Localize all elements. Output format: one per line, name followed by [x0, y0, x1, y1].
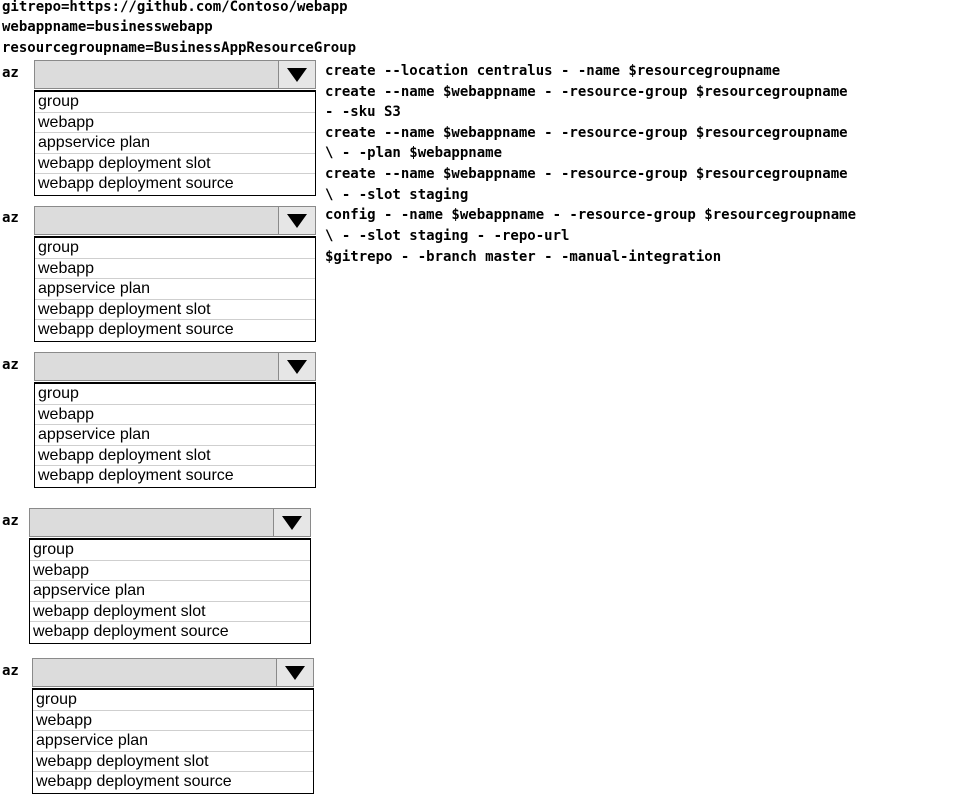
az-label-3: az	[2, 357, 19, 373]
option-webapp-deployment-slot[interactable]: webapp deployment slot	[30, 602, 310, 623]
command-dropdown-3[interactable]	[34, 352, 316, 488]
az-label-5: az	[2, 663, 19, 679]
option-webapp-deployment-source[interactable]: webapp deployment source	[33, 623, 229, 640]
chevron-down-icon	[285, 666, 305, 680]
option-group[interactable]: group	[35, 384, 315, 405]
dropdown-select-box[interactable]	[34, 206, 316, 235]
option-webapp-deployment-slot[interactable]: webapp deployment slot	[35, 154, 315, 175]
dropdown-toggle-button[interactable]	[276, 659, 313, 686]
command-dropdown-4[interactable]	[29, 508, 311, 644]
option-group[interactable]: group	[30, 540, 310, 561]
option-appservice-plan[interactable]: appservice plan	[30, 581, 310, 602]
command-dropdown-2[interactable]	[34, 206, 316, 342]
var-gitrepo: gitrepo=https://github.com/Contoso/webapp	[2, 0, 348, 15]
chevron-down-icon	[287, 360, 307, 374]
option-appservice-plan[interactable]: appservice plan	[33, 731, 313, 752]
option-group[interactable]: group	[35, 238, 315, 259]
var-webappname: webappname=businesswebapp	[2, 19, 213, 35]
chevron-down-icon	[282, 516, 302, 530]
dropdown-toggle-button[interactable]	[278, 61, 315, 88]
chevron-down-icon	[287, 68, 307, 82]
command-line-10: $gitrepo - -branch master - -manual-integration	[325, 249, 722, 265]
option-appservice-plan[interactable]: appservice plan	[35, 133, 315, 154]
dropdown-options-list	[34, 236, 316, 342]
option-appservice-plan[interactable]: appservice plan	[35, 425, 315, 446]
command-dropdown-1[interactable]	[34, 60, 316, 196]
option-webapp-deployment-source[interactable]: webapp deployment source	[38, 175, 234, 192]
dropdown-toggle-button[interactable]	[278, 353, 315, 380]
dropdown-options-list	[34, 382, 316, 488]
var-resourcegroupname: resourcegroupname=BusinessAppResourceGroup	[2, 40, 357, 56]
command-line-5: \ - -plan $webappname	[325, 145, 503, 161]
option-appservice-plan[interactable]: appservice plan	[35, 279, 315, 300]
command-line-8: config - -name $webappname - -resource-group $resourcegroupname	[325, 207, 857, 223]
option-webapp-deployment-source[interactable]: webapp deployment source	[36, 773, 232, 790]
dropdown-toggle-button[interactable]	[278, 207, 315, 234]
command-line-1: create --location centralus - -name $resourcegroupname	[325, 63, 781, 79]
option-webapp-deployment-source[interactable]: webapp deployment source	[38, 467, 234, 484]
option-webapp-deployment-slot[interactable]: webapp deployment slot	[35, 446, 315, 467]
command-line-4: create --name $webappname - -resource-group $resourcegroupname	[325, 125, 848, 141]
command-line-2: create --name $webappname - -resource-group $resourcegroupname	[325, 84, 848, 100]
command-line-6: create --name $webappname - -resource-group $resourcegroupname	[325, 166, 848, 182]
az-label-4: az	[2, 513, 19, 529]
option-group[interactable]: group	[35, 92, 315, 113]
command-line-3: - -sku S3	[325, 104, 401, 120]
option-webapp-deployment-source[interactable]: webapp deployment source	[38, 321, 234, 338]
command-line-9: \ - -slot staging - -repo-url	[325, 228, 570, 244]
option-group[interactable]: group	[33, 690, 313, 711]
option-webapp[interactable]: webapp	[30, 561, 310, 582]
dropdown-options-list	[32, 688, 314, 794]
dropdown-options-list	[29, 538, 311, 644]
option-webapp-deployment-slot[interactable]: webapp deployment slot	[35, 300, 315, 321]
command-dropdown-5[interactable]	[32, 658, 314, 794]
command-line-7: \ - -slot staging	[325, 187, 469, 203]
dropdown-select-box[interactable]	[34, 60, 316, 89]
chevron-down-icon	[287, 214, 307, 228]
dropdown-select-box[interactable]	[32, 658, 314, 687]
dropdown-toggle-button[interactable]	[273, 509, 310, 536]
az-label-2: az	[2, 210, 19, 226]
option-webapp[interactable]: webapp	[35, 259, 315, 280]
dropdown-select-box[interactable]	[34, 352, 316, 381]
option-webapp[interactable]: webapp	[35, 113, 315, 134]
dropdown-select-box[interactable]	[29, 508, 311, 537]
option-webapp[interactable]: webapp	[33, 711, 313, 732]
dropdown-options-list	[34, 90, 316, 196]
option-webapp[interactable]: webapp	[35, 405, 315, 426]
az-label-1: az	[2, 65, 19, 81]
option-webapp-deployment-slot[interactable]: webapp deployment slot	[33, 752, 313, 773]
